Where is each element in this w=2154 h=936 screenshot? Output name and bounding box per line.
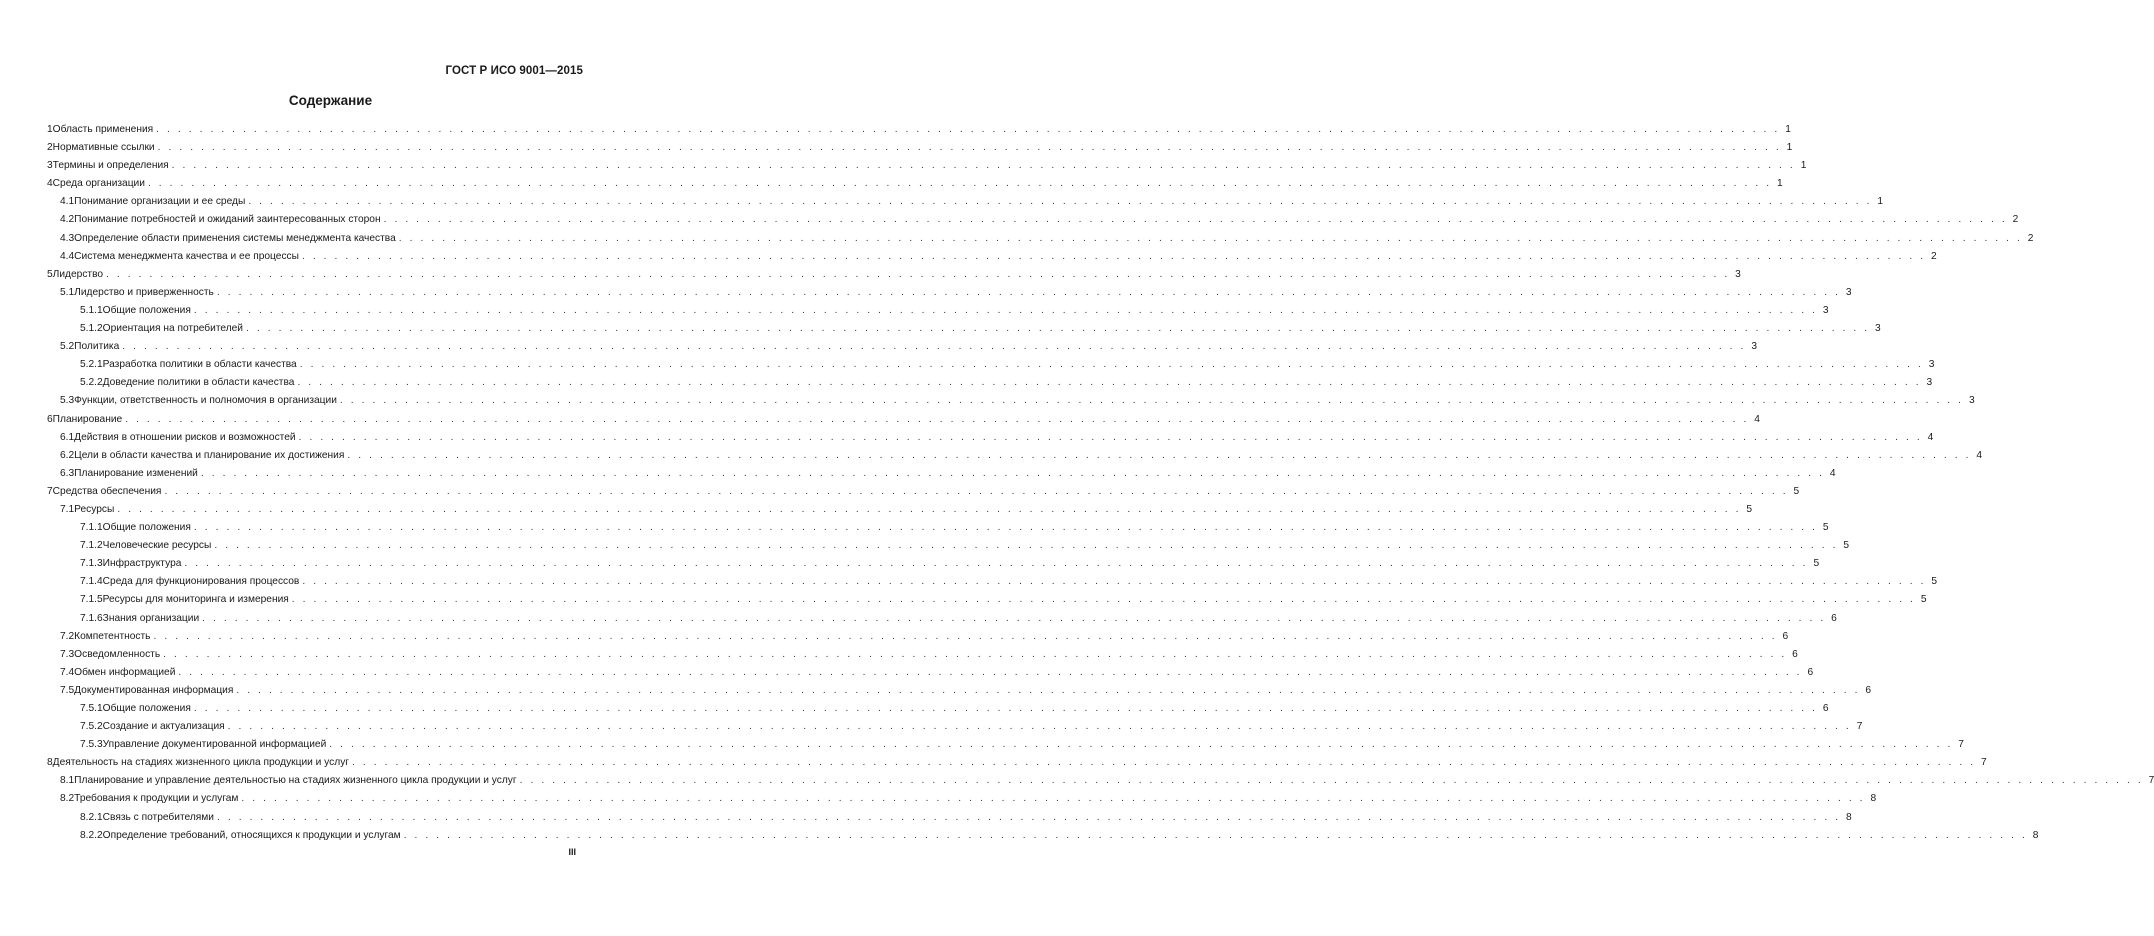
toc-entry-number: 2 xyxy=(47,142,53,154)
toc-dot-leader xyxy=(158,139,1782,157)
toc-dot-leader xyxy=(340,392,1964,410)
toc-dot-leader xyxy=(347,447,1971,465)
toc-dot-leader xyxy=(194,302,1818,320)
toc-entry-title: Определение требований, относящихся к продукции и услугам xyxy=(102,829,401,841)
toc-entry-title: Общие положения xyxy=(102,522,191,534)
toc-entry[interactable] xyxy=(47,374,1933,392)
toc-entry-number: 5.2.2 xyxy=(80,377,103,389)
toc-dot-leader xyxy=(236,682,1860,700)
toc-entry-page: 7 xyxy=(1981,757,1987,769)
toc-entry-title: Понимание организации и ее среды xyxy=(74,196,246,208)
toc-entry-number: 4.3 xyxy=(60,232,75,244)
toc-entry-number: 5.3 xyxy=(60,395,75,407)
toc-entry-number: 7.2 xyxy=(60,630,75,642)
toc-entry-page: 7 xyxy=(1856,721,1863,733)
toc-entry-number: 6.1 xyxy=(60,431,75,443)
toc-dot-leader xyxy=(125,411,1749,429)
toc-entry-title: Ресурсы для мониторинга и измерения xyxy=(102,594,289,606)
toc-entry-number: 5.1.1 xyxy=(80,304,103,316)
toc-dot-leader xyxy=(248,193,1872,211)
toc-entry-number: 5.1 xyxy=(60,286,75,298)
toc-entry-title: Лидерство и приверженность xyxy=(74,286,214,298)
toc-entry[interactable] xyxy=(47,483,1800,501)
toc-entry-page: 4 xyxy=(1927,431,1934,443)
table-of-contents xyxy=(47,121,2154,845)
toc-entry-number: 7.5 xyxy=(60,684,75,696)
toc-entry[interactable] xyxy=(47,664,1814,682)
toc-dot-leader xyxy=(217,809,1841,827)
toc-entry-page: 5 xyxy=(1793,485,1800,497)
toc-entry-page: 1 xyxy=(1785,124,1791,135)
toc-entry-title: Среда для функционирования процессов xyxy=(102,576,300,588)
toc-entry[interactable] xyxy=(47,754,1987,772)
toc-entry-page: 2 xyxy=(2012,214,2019,226)
toc-entry-page: 5 xyxy=(1931,576,1938,588)
toc-entry-number: 4.1 xyxy=(60,196,75,208)
toc-entry[interactable] xyxy=(47,718,1863,736)
toc-entry[interactable] xyxy=(47,248,1937,266)
toc-entry-number: 8.2.1 xyxy=(80,811,103,823)
toc-dot-leader xyxy=(163,646,1787,664)
toc-entry-page: 1 xyxy=(1877,196,1884,208)
toc-entry-number: 8 xyxy=(47,757,53,769)
toc-entry-number: 5.1.2 xyxy=(80,323,103,335)
toc-entry-number: 4.4 xyxy=(60,250,75,262)
toc-entry-page: 5 xyxy=(1843,540,1850,552)
toc-dot-leader xyxy=(156,121,1780,139)
toc-dot-leader xyxy=(300,356,1924,374)
toc-entry-title: Осведомленность xyxy=(74,648,161,660)
toc-entry-number: 6 xyxy=(47,413,53,425)
page-number: III xyxy=(568,847,576,857)
toc-dot-leader xyxy=(194,700,1818,718)
toc-entry-number: 8.2.2 xyxy=(80,829,103,841)
toc-entry[interactable] xyxy=(47,682,1872,700)
toc-entry-title: Понимание потребностей и ожиданий заинтересованных сторон xyxy=(74,214,381,226)
toc-entry[interactable] xyxy=(47,284,1852,302)
toc-entry-title: Общие положения xyxy=(102,304,191,316)
toc-entry-page: 4 xyxy=(1829,467,1836,479)
toc-entry[interactable] xyxy=(47,809,1852,827)
toc-entry-page: 3 xyxy=(1822,304,1829,316)
toc-entry-page: 8 xyxy=(1870,793,1877,805)
toc-entry-title: Общие положения xyxy=(102,703,191,714)
toc-dot-leader xyxy=(292,591,1916,609)
toc-entry[interactable] xyxy=(47,429,1934,447)
toc-entry-number: 7.1 xyxy=(60,503,75,515)
toc-dot-leader xyxy=(106,266,1730,284)
toc-entry[interactable] xyxy=(47,139,1793,157)
toc-dot-leader xyxy=(172,157,1796,175)
toc-entry-title: Доведение политики в области качества xyxy=(102,377,295,389)
toc-entry-page: 3 xyxy=(1735,268,1741,280)
toc-entry-page: 4 xyxy=(1754,413,1760,425)
toc-entry-title: Инфраструктура xyxy=(102,558,182,570)
toc-entry[interactable] xyxy=(47,519,1829,537)
toc-entry[interactable] xyxy=(47,591,1927,609)
toc-dot-leader xyxy=(299,429,1923,447)
toc-entry-title: Человеческие ресурсы xyxy=(102,540,212,552)
toc-entry-title: Система менеджмента качества и ее процессы xyxy=(74,250,299,262)
toc-entry-title: Ресурсы xyxy=(74,503,115,515)
toc-entry-page: 3 xyxy=(1926,377,1933,389)
toc-dot-leader xyxy=(297,374,1921,392)
toc-entry-title: Планирование xyxy=(52,413,123,425)
toc-entry-title: Термины и определения xyxy=(52,160,169,172)
toc-entry-page: 6 xyxy=(1807,666,1814,678)
toc-entry-number: 5 xyxy=(47,268,53,280)
toc-entry-page: 8 xyxy=(1846,811,1852,823)
toc-entry-page: 7 xyxy=(1958,739,1964,751)
toc-dot-leader xyxy=(352,754,1976,772)
toc-entry-title: Требования к продукции и услугам xyxy=(74,793,239,805)
toc-dot-leader xyxy=(214,537,1838,555)
toc-entry-number: 7.1.6 xyxy=(80,612,103,624)
toc-entry[interactable] xyxy=(47,736,1964,754)
toc-entry-title: Функции, ответственность и полномочия в организации xyxy=(74,395,337,407)
toc-entry-page: 3 xyxy=(1845,286,1852,298)
toc-entry[interactable] xyxy=(47,392,1975,410)
toc-entry-title: Планирование и управление деятельностью на стадиях жизненного цикла продукции и услуг xyxy=(74,775,517,787)
toc-dot-leader xyxy=(404,827,2028,845)
toc-entry[interactable] xyxy=(47,411,1760,429)
toc-entry-number: 5.2 xyxy=(60,341,75,353)
toc-entry-page: 7 xyxy=(2148,775,2154,787)
toc-entry-number: 7.5.2 xyxy=(80,721,103,733)
toc-entry-page: 5 xyxy=(1920,594,1927,606)
toc-entry[interactable] xyxy=(47,193,1884,211)
toc-entry-number: 7 xyxy=(47,485,53,497)
toc-entry-page: 3 xyxy=(1928,359,1935,371)
toc-entry-number: 7.1.3 xyxy=(80,558,103,570)
toc-entry-number: 7.1.1 xyxy=(80,522,103,534)
toc-dot-leader xyxy=(184,555,1808,573)
toc-entry[interactable] xyxy=(47,175,1783,193)
toc-entry-page: 5 xyxy=(1822,522,1829,534)
toc-entry-page: 3 xyxy=(1875,323,1881,335)
toc-entry[interactable] xyxy=(47,827,2039,845)
toc-title: Содержание xyxy=(288,93,373,108)
toc-entry-title: Цели в области качества и планирование их достижения xyxy=(74,449,345,461)
toc-entry-title: Определение области применения системы менеджмента качества xyxy=(74,232,396,244)
toc-entry[interactable] xyxy=(47,501,1753,519)
toc-dot-leader xyxy=(148,175,1772,193)
toc-entry-page: 8 xyxy=(2032,829,2039,841)
toc-entry-page: 6 xyxy=(1792,648,1798,660)
toc-dot-leader xyxy=(122,338,1746,356)
toc-entry[interactable] xyxy=(47,338,1757,356)
toc-entry-page: 1 xyxy=(1800,160,1807,172)
toc-entry[interactable] xyxy=(47,555,1820,573)
toc-dot-leader xyxy=(241,790,1865,808)
toc-entry-number: 4.2 xyxy=(60,214,75,226)
toc-entry-page: 3 xyxy=(1968,395,1975,407)
toc-entry-title: Деятельность на стадиях жизненного цикла продукции и услуг xyxy=(52,757,350,769)
toc-dot-leader xyxy=(228,718,1852,736)
document-header: ГОСТ Р ИСО 9001—2015 xyxy=(445,65,583,77)
toc-entry-number: 8.1 xyxy=(60,775,75,787)
toc-entry[interactable] xyxy=(47,211,2019,229)
toc-entry[interactable] xyxy=(47,646,1798,664)
toc-entry-title: Нормативные ссылки xyxy=(52,142,155,154)
toc-entry-number: 3 xyxy=(47,160,53,172)
toc-entry-number: 5.2.1 xyxy=(80,359,103,371)
toc-entry[interactable] xyxy=(47,790,1877,808)
toc-entry-title: Разработка политики в области качества xyxy=(102,359,297,371)
toc-dot-leader xyxy=(217,284,1841,302)
toc-entry[interactable] xyxy=(47,447,1983,465)
toc-entry-number: 7.4 xyxy=(60,666,75,678)
toc-entry[interactable] xyxy=(47,628,1789,646)
toc-entry-number: 7.5.3 xyxy=(80,739,103,751)
toc-dot-leader xyxy=(117,501,1741,519)
toc-entry[interactable] xyxy=(47,157,1807,175)
toc-entry-page: 2 xyxy=(1930,250,1937,262)
toc-entry-title: Компетентность xyxy=(74,630,151,642)
toc-entry-title: Управление документированной информацией xyxy=(102,739,327,751)
toc-entry[interactable] xyxy=(47,356,1935,374)
toc-entry-page: 3 xyxy=(1751,341,1757,353)
toc-entry[interactable] xyxy=(47,266,1741,284)
toc-entry[interactable] xyxy=(47,537,1850,555)
toc-entry-number: 7.3 xyxy=(60,648,75,660)
toc-entry-title: Знания организации xyxy=(102,612,200,624)
toc-entry[interactable] xyxy=(47,772,2154,790)
toc-entry-title: Политика xyxy=(74,341,120,353)
toc-entry-page: 5 xyxy=(1813,558,1820,570)
toc-entry-title: Лидерство xyxy=(52,268,104,280)
toc-entry-number: 6.3 xyxy=(60,467,75,479)
toc-entry-title: Среда организации xyxy=(52,178,145,190)
toc-entry-page: 1 xyxy=(1776,178,1783,190)
toc-entry-title: Планирование изменений xyxy=(74,467,198,479)
toc-entry-number: 7.1.5 xyxy=(80,594,103,606)
toc-dot-leader xyxy=(329,736,1953,754)
toc-dot-leader xyxy=(194,519,1818,537)
toc-dot-leader xyxy=(302,573,1926,591)
toc-entry-number: 1 xyxy=(47,124,53,135)
toc-entry-title: Обмен информацией xyxy=(74,666,176,678)
toc-dot-leader xyxy=(154,628,1778,646)
toc-entry[interactable] xyxy=(47,573,1938,591)
toc-entry-title: Область применения xyxy=(52,124,154,135)
toc-entry[interactable] xyxy=(47,610,1837,628)
toc-dot-leader xyxy=(178,664,1802,682)
toc-entry-page: 5 xyxy=(1746,503,1753,515)
toc-entry-number: 7.1.2 xyxy=(80,540,103,552)
toc-dot-leader xyxy=(201,465,1825,483)
toc-entry[interactable] xyxy=(47,230,2034,248)
toc-entry-title: Действия в отношении рисков и возможностей xyxy=(74,431,296,443)
toc-entry-page: 2 xyxy=(2027,232,2034,244)
toc-entry[interactable] xyxy=(47,320,1881,338)
toc-entry-page: 4 xyxy=(1976,449,1983,461)
toc-entry-number: 6.2 xyxy=(60,449,75,461)
toc-entry-page: 6 xyxy=(1865,684,1872,696)
toc-entry[interactable] xyxy=(47,302,1829,320)
toc-dot-leader xyxy=(384,211,2008,229)
toc-entry[interactable] xyxy=(47,700,1829,718)
toc-entry-title: Создание и актуализация xyxy=(102,721,225,733)
toc-entry-number: 4 xyxy=(47,178,53,190)
toc-entry[interactable] xyxy=(47,465,1836,483)
toc-entry-number: 8.2 xyxy=(60,793,75,805)
toc-entry[interactable] xyxy=(47,121,1791,139)
toc-dot-leader xyxy=(302,248,1926,266)
toc-dot-leader xyxy=(399,230,2023,248)
toc-dot-leader xyxy=(164,483,1788,501)
toc-entry-page: 6 xyxy=(1822,703,1829,714)
toc-entry-title: Средства обеспечения xyxy=(52,485,162,497)
toc-entry-number: 7.5.1 xyxy=(80,703,103,714)
toc-entry-page: 6 xyxy=(1782,630,1789,642)
toc-entry-page: 1 xyxy=(1786,142,1793,154)
toc-entry-page: 6 xyxy=(1831,612,1837,624)
toc-entry-title: Связь с потребителями xyxy=(102,811,214,823)
toc-entry-title: Ориентация на потребителей xyxy=(102,323,244,335)
toc-entry-number: 7.1.4 xyxy=(80,576,103,588)
toc-dot-leader xyxy=(246,320,1870,338)
toc-dot-leader xyxy=(520,772,2144,790)
toc-entry-title: Документированная информация xyxy=(74,684,234,696)
toc-dot-leader xyxy=(202,610,1826,628)
